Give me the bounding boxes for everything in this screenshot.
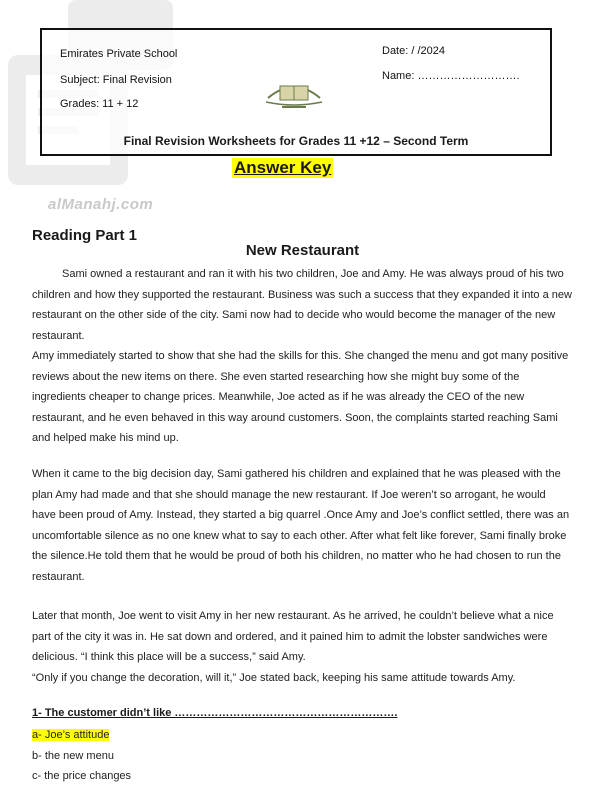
question-1: 1- The customer didn’t like …………………………………………………….: [32, 707, 398, 719]
story-paragraph-2: Amy immediately started to show that she had the skills for this. She changed the menu and got many positive reviews about the new items on there. She even started researching how she might buy some of the ingredients cheaper to change prices. Meanwhile, Joe acted as if he was already the CEO of the new restaurant, and he even behaved in this way around customers. Soon, the complaints started reaching Sami and helped make his mind up.: [32, 350, 569, 444]
story-title: New Restaurant: [245, 242, 360, 259]
header-box: [40, 28, 552, 156]
school-seal-icon: [260, 72, 328, 112]
story-paragraph-5: “Only if you change the decoration, will it,” Joe stated back, keeping his same attitude towards Amy.: [32, 672, 516, 684]
section-title: Reading Part 1: [32, 227, 138, 244]
story-paragraph-1: Sami owned a restaurant and ran it with his two children, Joe and Amy. He was always proud of his two children and how they supported the restaurant. Business was such a success that they expanded it into a new restaurant on the other side of the city. Sami now had to decide who would become the manager of the new restaurant.: [32, 268, 572, 342]
watermark-text: alManahj.com: [48, 196, 154, 213]
school-name: Emirates Private School: [60, 48, 178, 60]
date-field: Date: / /2024: [382, 45, 445, 57]
story-paragraph-4: Later that month, Joe went to visit Amy in her new restaurant. As he arrived, he couldn’t believe what a nice part of the city it was in. He sat down and ordered, and it pained him to admit the lobster sandwiches were delicious. “I think this place will be a success,” said Amy.: [32, 610, 554, 663]
grades-label: Grades: 11 + 12: [60, 98, 139, 110]
answer-option-c: c- the price changes: [32, 770, 132, 782]
name-field: Name: ……………………….: [382, 70, 520, 82]
answer-option-b: b- the new menu: [32, 750, 114, 762]
story-paragraph-3: When it came to the big decision day, Sami gathered his children and explained that he was pleased with the plan Amy had made and that she should manage the new restaurant. If Joe weren’t so arrogant, he would have been proud of Amy. Instead, they started a big quarrel .Once Amy and Joe’s conflict settled, there was an uncomfortable silence as no one knew what to say to each other. After what felt like forever, Sami finally broke the silence.He told them that he would be proud of both his children, no matter who he had chosen to run the restaurant.: [32, 468, 570, 583]
subject-label: Subject: Final Revision: [60, 74, 172, 86]
worksheet-title: Final Revision Worksheets for Grades 11 +12 – Second Term: [123, 134, 469, 148]
answer-option-a: a- Joe’s attitude: [32, 729, 110, 741]
answer-key-heading: Answer Key: [234, 158, 332, 177]
